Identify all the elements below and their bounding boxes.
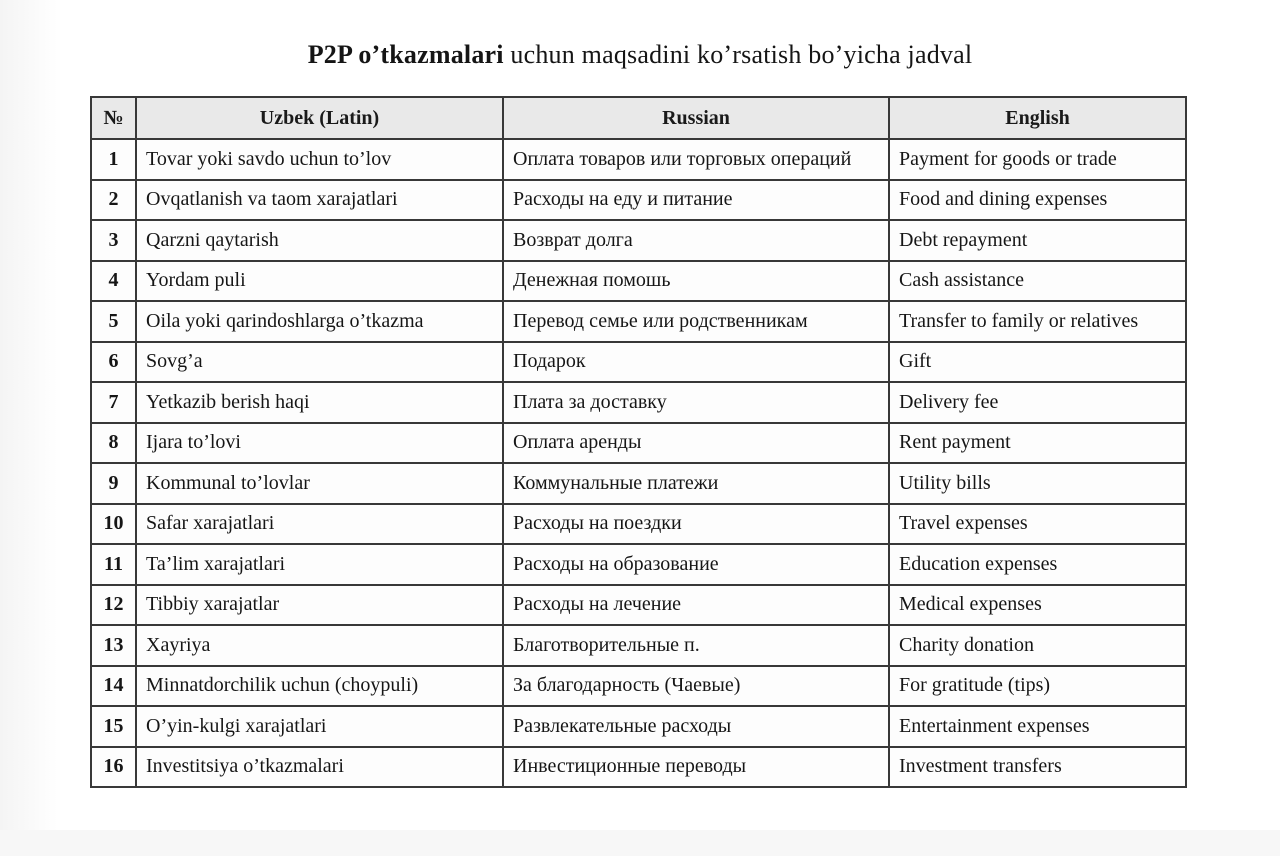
row-number-cell: 8 [91, 423, 136, 464]
row-number-cell: 4 [91, 261, 136, 302]
russian-cell: Подарок [503, 342, 889, 383]
english-cell: For gratitude (tips) [889, 666, 1186, 707]
row-number-cell: 9 [91, 463, 136, 504]
table-row [91, 504, 1186, 545]
russian-cell: Возврат долга [503, 220, 889, 261]
table-row [91, 747, 1186, 788]
uzbek-cell: O’yin-kulgi xarajatlari [136, 706, 503, 747]
table-header-row [91, 97, 1186, 139]
table-row [91, 139, 1186, 180]
uzbek-cell: Ovqatlanish va taom xarajatlari [136, 180, 503, 221]
table-row [91, 666, 1186, 707]
uzbek-cell: Sovg’a [136, 342, 503, 383]
row-number-cell: 1 [91, 139, 136, 180]
uzbek-cell: Investitsiya o’tkazmalari [136, 747, 503, 788]
english-cell: Travel expenses [889, 504, 1186, 545]
table-row [91, 220, 1186, 261]
russian-cell: Инвестиционные переводы [503, 747, 889, 788]
column-header-uzbek: Uzbek (Latin) [136, 97, 503, 139]
english-cell: Food and dining expenses [889, 180, 1186, 221]
english-cell: Utility bills [889, 463, 1186, 504]
column-header-number: № [91, 97, 136, 139]
row-number-cell: 13 [91, 625, 136, 666]
table-row [91, 301, 1186, 342]
row-number-cell: 5 [91, 301, 136, 342]
uzbek-cell: Kommunal to’lovlar [136, 463, 503, 504]
table-header [91, 97, 1186, 139]
page-title-rest: uchun maqsadini ko’rsatish bo’yicha jadval [503, 40, 973, 69]
page-title [0, 40, 1280, 70]
english-cell: Transfer to family or relatives [889, 301, 1186, 342]
scan-shade-left [0, 0, 58, 856]
english-cell: Delivery fee [889, 382, 1186, 423]
russian-cell: Оплата товаров или торговых операций [503, 139, 889, 180]
table-row [91, 544, 1186, 585]
uzbek-cell: Yetkazib berish haqi [136, 382, 503, 423]
english-cell: Cash assistance [889, 261, 1186, 302]
uzbek-cell: Xayriya [136, 625, 503, 666]
page-title-bold: P2P o’tkazmalari [307, 40, 504, 69]
uzbek-cell: Ta’lim xarajatlari [136, 544, 503, 585]
scan-shade-bottom [0, 830, 1280, 856]
uzbek-cell: Minnatdorchilik uchun (choypuli) [136, 666, 503, 707]
russian-cell: Благотворительные п. [503, 625, 889, 666]
table-row [91, 585, 1186, 626]
uzbek-cell: Ijara to’lovi [136, 423, 503, 464]
table-row [91, 261, 1186, 302]
russian-cell: Перевод семье или родственникам [503, 301, 889, 342]
row-number-cell: 16 [91, 747, 136, 788]
uzbek-cell: Safar xarajatlari [136, 504, 503, 545]
russian-cell: Расходы на лечение [503, 585, 889, 626]
row-number-cell: 2 [91, 180, 136, 221]
column-header-russian: Russian [503, 97, 889, 139]
russian-cell: Развлекательные расходы [503, 706, 889, 747]
english-cell: Rent payment [889, 423, 1186, 464]
english-cell: Entertainment expenses [889, 706, 1186, 747]
row-number-cell: 15 [91, 706, 136, 747]
table-row [91, 180, 1186, 221]
english-cell: Gift [889, 342, 1186, 383]
english-cell: Payment for goods or trade [889, 139, 1186, 180]
table-row [91, 423, 1186, 464]
table-row [91, 463, 1186, 504]
row-number-cell: 7 [91, 382, 136, 423]
table-row [91, 625, 1186, 666]
russian-cell: За благодарность (Чаевые) [503, 666, 889, 707]
row-number-cell: 10 [91, 504, 136, 545]
english-cell: Education expenses [889, 544, 1186, 585]
russian-cell: Коммунальные платежи [503, 463, 889, 504]
row-number-cell: 3 [91, 220, 136, 261]
russian-cell: Расходы на образование [503, 544, 889, 585]
table-row [91, 382, 1186, 423]
english-cell: Investment transfers [889, 747, 1186, 788]
uzbek-cell: Oila yoki qarindoshlarga o’tkazma [136, 301, 503, 342]
english-cell: Charity donation [889, 625, 1186, 666]
table-row [91, 342, 1186, 383]
english-cell: Debt repayment [889, 220, 1186, 261]
row-number-cell: 14 [91, 666, 136, 707]
row-number-cell: 12 [91, 585, 136, 626]
russian-cell: Оплата аренды [503, 423, 889, 464]
uzbek-cell: Tovar yoki savdo uchun to’lov [136, 139, 503, 180]
russian-cell: Расходы на поездки [503, 504, 889, 545]
uzbek-cell: Yordam puli [136, 261, 503, 302]
table-body [91, 139, 1186, 787]
uzbek-cell: Qarzni qaytarish [136, 220, 503, 261]
translation-table [90, 96, 1187, 788]
russian-cell: Плата за доставку [503, 382, 889, 423]
table-row [91, 706, 1186, 747]
russian-cell: Денежная помошь [503, 261, 889, 302]
row-number-cell: 11 [91, 544, 136, 585]
column-header-english: English [889, 97, 1186, 139]
row-number-cell: 6 [91, 342, 136, 383]
uzbek-cell: Tibbiy xarajatlar [136, 585, 503, 626]
russian-cell: Расходы на еду и питание [503, 180, 889, 221]
english-cell: Medical expenses [889, 585, 1186, 626]
